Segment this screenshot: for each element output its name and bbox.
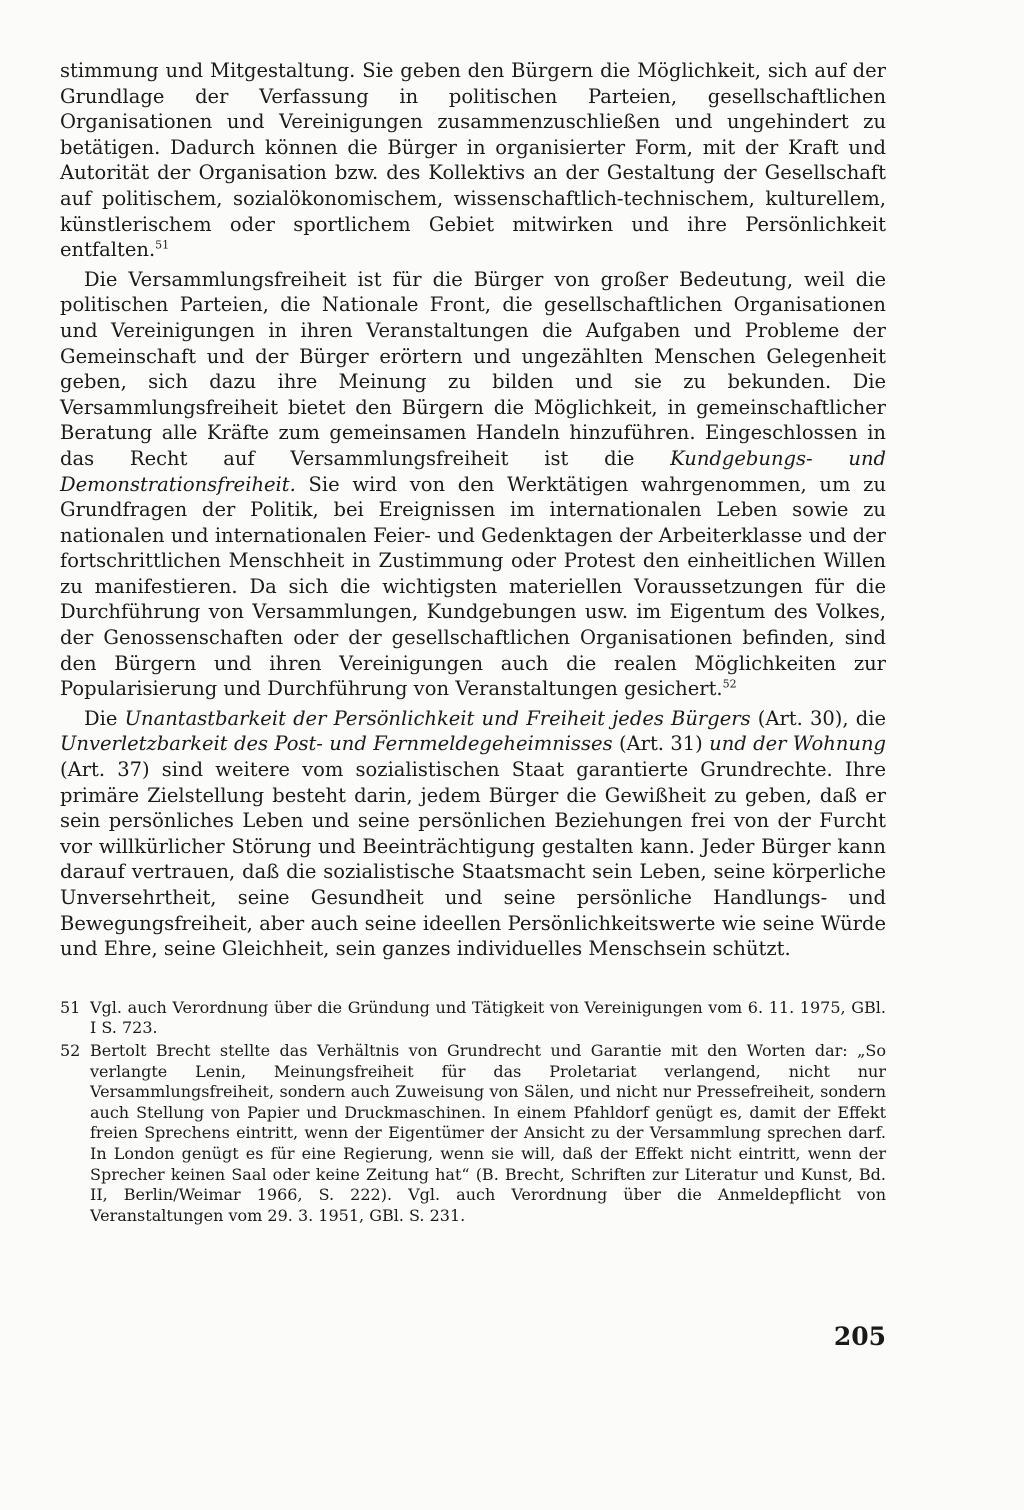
italic-text: Unantastbarkeit der Persönlichkeit und Freiheit jedes Bürgers [124, 706, 751, 730]
footnote-text: Vgl. auch Verordnung über die Gründung und Tätigkeit von Vereinigungen vom 6. 11. 1975, GBl. I S. 723. [90, 997, 886, 1038]
paragraph-3 [60, 706, 886, 962]
text-run: (Art. 37) sind weitere vom sozialistischen Staat garantierte Grundrechte. Ihre primäre Zielstellung besteht darin, jedem Bürger die Gewißheit zu geben, daß er sein persönliches Leben und seine persönlichen Beziehungen frei von der Furcht vor willkürlicher Störung und Beeinträchtigung gestalten kann. Jeder Bürger kann darauf vertrauen, daß die sozialistische Staatsmacht sein Leben, seine körperliche Unversehrtheit, seine Gesundheit und seine persönliche Handlungs- und Bewegungsfreiheit, aber auch seine ideellen Persönlichkeitswerte wie seine Würde und Ehre, seine Gleichheit, sein ganzes individuelles Menschsein schützt. [60, 758, 886, 961]
footnote-number: 52 [60, 1040, 81, 1060]
footnote-reference: 52 [722, 677, 737, 691]
text-run: stimmung und Mitgestaltung. Sie geben den Bürgern die Möglichkeit, sich auf der Grundlage der Verfassung in politischen Parteien, gesellschaftlichen Organisationen und Vereinigungen zusammenzuschließen und ungehindert zu betätigen. Dadurch können die Bürger in organisierter Form, mit der Kraft und Autorität der Organisation bzw. des Kollektivs an der Gestaltung der Gesellschaft auf politischem, sozialökonomischem, wissenschaftlich-technischem, kulturellem, künstlerischem oder sportlichem Gebiet mitwirken und ihre Persönlichkeit entfalten. [60, 59, 886, 262]
italic-text: Unverletzbarkeit des Post- und Fernmeldegeheimnisses [60, 732, 613, 756]
main-text [60, 58, 886, 962]
footnote-number: 51 [60, 997, 81, 1017]
footnote-51 [60, 998, 886, 1039]
paragraph-2 [60, 267, 886, 702]
footnotes [60, 998, 886, 1227]
paragraph-1 [60, 58, 886, 263]
italic-text: und der Wohnung [709, 732, 886, 756]
text-run: Sie wird von den Werktätigen wahrgenommen, um zu Grundfragen der Politik, bei Ereignissen im internationalen Leben sowie zu nationalen und internationalen Feier- und Gedenktagen der Arbeiterklasse und der fortschrittlichen Menschheit in Zustimmung oder Protest den einheitlichen Willen zu manifestieren. Da sich die wichtigsten materiellen Voraussetzungen für die Durchführung von Versammlungen, Kundgebungen usw. im Eigentum des Volkes, der Genossenschaften oder der gesellschaftlichen Organisationen befinden, sind den Bürgern und ihren Vereinigungen auch die realen Möglichkeiten zur Popularisierung und Durchführung von Veranstaltungen gesichert. [60, 472, 886, 701]
footnote-52 [60, 1041, 886, 1226]
text-run: Die [84, 706, 125, 730]
page-number: 205 [833, 1322, 886, 1351]
text-run: (Art. 30), die [750, 706, 886, 730]
book-page [60, 58, 886, 1228]
italic-text: Kundgebungs- und Demonstrationsfreiheit. [60, 446, 886, 496]
text-run: Die Versammlungsfreiheit ist für die Bürger von großer Bedeutung, weil die politischen Parteien, die Nationale Front, die gesellschaftlichen Organisationen und Vereinigungen in ihren Veranstaltungen die Aufgaben und Probleme der Gemeinschaft und der Bürger erörtern und ungezählten Menschen Gelegenheit geben, sich dazu ihre Meinung zu bilden und sie zu bekunden. Die Versammlungsfreiheit bietet den Bürgern die Möglichkeit, in gemeinschaftlicher Beratung alle Kräfte zum gemeinsamen Handeln hinzuführen. Eingeschlossen in das Recht auf Versammlungsfreiheit ist die [60, 267, 886, 470]
text-run: (Art. 31) [612, 732, 710, 756]
footnote-reference: 51 [155, 238, 170, 252]
footnote-text: Bertolt Brecht stellte das Verhältnis von Grundrecht und Garantie mit den Worten dar: „So verlangte Lenin, Meinungsfreiheit für das Proletariat verlangend, nicht nur Versammlungsfreiheit, sondern auch Zuweisung von Sälen, und nicht nur Pressefreiheit, sondern auch Stellung von Papier und Druckmaschinen. In einem Pfahldorf genügt es, damit der Effekt freien Sprechens eintritt, wenn der Eigentümer der Ansicht zu der Versammlung sprechen darf. In London genügt es für eine Regierung, wenn sie will, daß der Effekt nicht eintritt, wenn der Sprecher keinen Saal oder keine Zeitung hat“ (B. Brecht, Schriften zur Literatur und Kunst, Bd. II, Berlin/Weimar 1966, S. 222). Vgl. auch Verordnung über die Anmeldepflicht von Veranstaltungen vom 29. 3. 1951, GBl. S. 231. [90, 1040, 886, 1225]
